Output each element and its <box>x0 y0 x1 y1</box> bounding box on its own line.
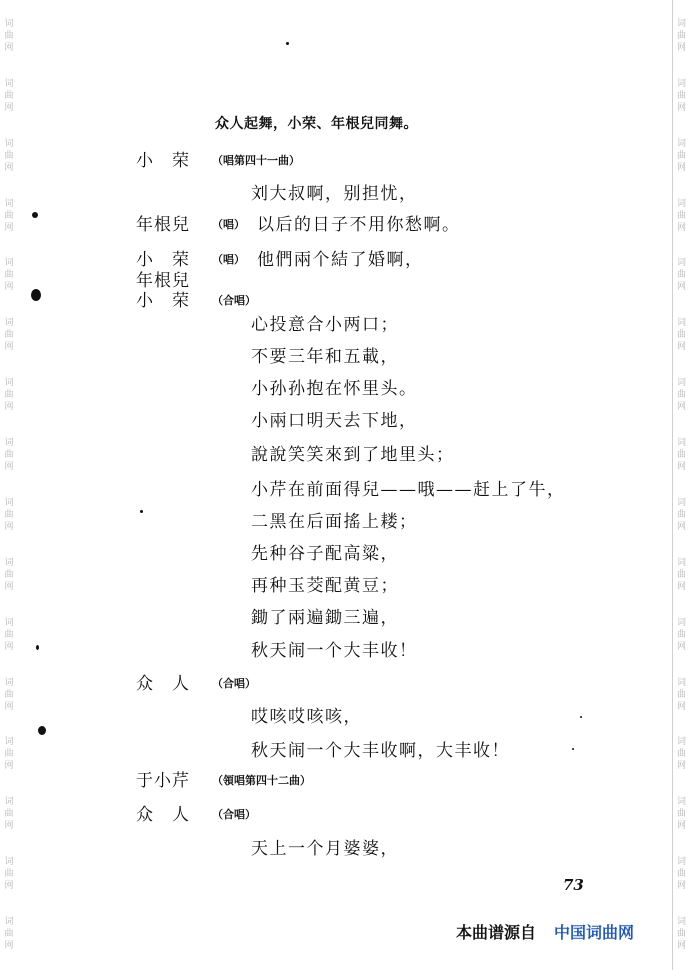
watermark-text: 词曲网 <box>676 438 686 473</box>
source-credit-site: 中国词曲网 <box>554 923 635 942</box>
lyric-line: 先种谷子配高粱， <box>251 544 399 564</box>
source-credit-prefix: 本曲谱源自 <box>456 923 537 942</box>
watermark-text: 词曲网 <box>676 557 686 592</box>
watermark-text: 词曲网 <box>676 198 686 233</box>
watermark-text: 词曲网 <box>676 138 686 173</box>
stage-direction: 众人起舞，小荣、年根兒同舞。 <box>215 116 418 132</box>
performance-note: （合唱） <box>212 677 256 690</box>
watermark-text: 词曲网 <box>676 857 686 892</box>
script-line <box>0 575 690 601</box>
speaker-name: 年根兒 <box>136 215 190 235</box>
speaker-name: 小 荣 <box>136 151 190 171</box>
script-line <box>0 804 690 830</box>
script-line <box>0 640 690 666</box>
lyric-line: 心投意合小两口； <box>251 315 399 335</box>
speaker-name: 众 人 <box>136 674 190 694</box>
lyric-line: 刘大叔啊，别担忧， <box>251 184 418 204</box>
lyric-line: 天上一个月婆婆， <box>251 839 399 859</box>
watermark-text: 词曲网 <box>4 737 14 772</box>
lyric-line: 秋天闹一个大丰收！ <box>251 641 418 661</box>
source-credit <box>456 920 634 943</box>
speaker-name: 众 人 <box>136 805 190 825</box>
script-line <box>0 183 690 209</box>
lyric-line: 以后的日子不用你愁啊。 <box>257 215 461 235</box>
watermark-text: 词曲网 <box>676 258 686 293</box>
watermark-text: 词曲网 <box>676 18 686 53</box>
speaker-name: 于小芹 <box>136 771 190 791</box>
watermark-text: 词曲网 <box>4 198 14 233</box>
watermark-text: 词曲网 <box>4 497 14 532</box>
watermark-text: 词曲网 <box>4 677 14 712</box>
script-line <box>0 346 690 372</box>
watermark-text: 词曲网 <box>676 797 686 832</box>
script-line <box>0 607 690 633</box>
watermark-text: 词曲网 <box>4 18 14 53</box>
lyric-line: 哎咳哎咳咳， <box>251 707 362 727</box>
lyric-line: 再种玉茭配黄豆； <box>251 576 399 596</box>
script-line <box>0 410 690 436</box>
watermark-text: 词曲网 <box>676 617 686 652</box>
script-line <box>0 479 690 505</box>
script-line <box>0 838 690 864</box>
script-line <box>0 740 690 766</box>
watermark-text: 词曲网 <box>676 78 686 113</box>
performance-note: （合唱） <box>212 294 256 307</box>
watermark-text: 词曲网 <box>4 617 14 652</box>
lyric-line: 秋天闹一个大丰收啊，大丰收！ <box>251 741 510 761</box>
performance-note: （領唱第四十二曲） <box>212 774 311 787</box>
script-line <box>0 444 690 470</box>
script-line <box>0 543 690 569</box>
lyric-line: 他們兩个結了婚啊， <box>257 250 424 270</box>
script-line <box>0 378 690 404</box>
lyric-line: 小兩口明天去下地， <box>251 411 418 431</box>
script-line <box>0 150 690 176</box>
speaker-name: 小 荣 <box>136 291 190 311</box>
performance-note: （唱） <box>212 253 245 266</box>
watermark-text: 词曲网 <box>4 557 14 592</box>
lyric-line: 說說笑笑來到了地里头； <box>251 445 455 465</box>
watermark-text: 词曲网 <box>676 677 686 712</box>
watermark-text: 词曲网 <box>676 318 686 353</box>
script-line <box>0 770 690 796</box>
watermark-text: 词曲网 <box>4 917 14 952</box>
speaker-name: 年根兒 <box>136 271 190 291</box>
watermark-text: 词曲网 <box>676 497 686 532</box>
lyric-line: 鋤了兩遍鋤三遍， <box>251 608 399 628</box>
performance-note: （唱第四十一曲） <box>212 154 300 167</box>
watermark-text: 词曲网 <box>4 438 14 473</box>
watermark-text: 词曲网 <box>4 78 14 113</box>
script-line <box>0 214 690 240</box>
watermark-text: 词曲网 <box>4 797 14 832</box>
performance-note: （合唱） <box>212 808 256 821</box>
page-number: 73 <box>563 876 584 894</box>
watermark-text: 词曲网 <box>676 737 686 772</box>
speaker-name: 小 荣 <box>136 250 190 270</box>
watermark-text: 词曲网 <box>4 378 14 413</box>
watermark-text: 词曲网 <box>4 138 14 173</box>
lyric-line: 小孙孙抱在怀里头。 <box>251 379 418 399</box>
ink-speck <box>286 42 289 45</box>
watermark-text: 词曲网 <box>676 378 686 413</box>
watermark-text: 词曲网 <box>4 857 14 892</box>
lyric-line: 小芹在前面得兒——哦——赶上了牛， <box>251 480 566 500</box>
script-line <box>0 314 690 340</box>
watermark-text: 词曲网 <box>676 917 686 952</box>
lyric-line: 不要三年和五載， <box>251 347 399 367</box>
script-line <box>0 706 690 732</box>
lyric-line: 二黑在后面搖上耧； <box>251 512 418 532</box>
watermark-text: 词曲网 <box>4 258 14 293</box>
performance-note: （唱） <box>212 218 245 231</box>
script-line <box>0 673 690 699</box>
script-line <box>0 290 690 316</box>
script-line <box>0 511 690 537</box>
watermark-text: 词曲网 <box>4 318 14 353</box>
